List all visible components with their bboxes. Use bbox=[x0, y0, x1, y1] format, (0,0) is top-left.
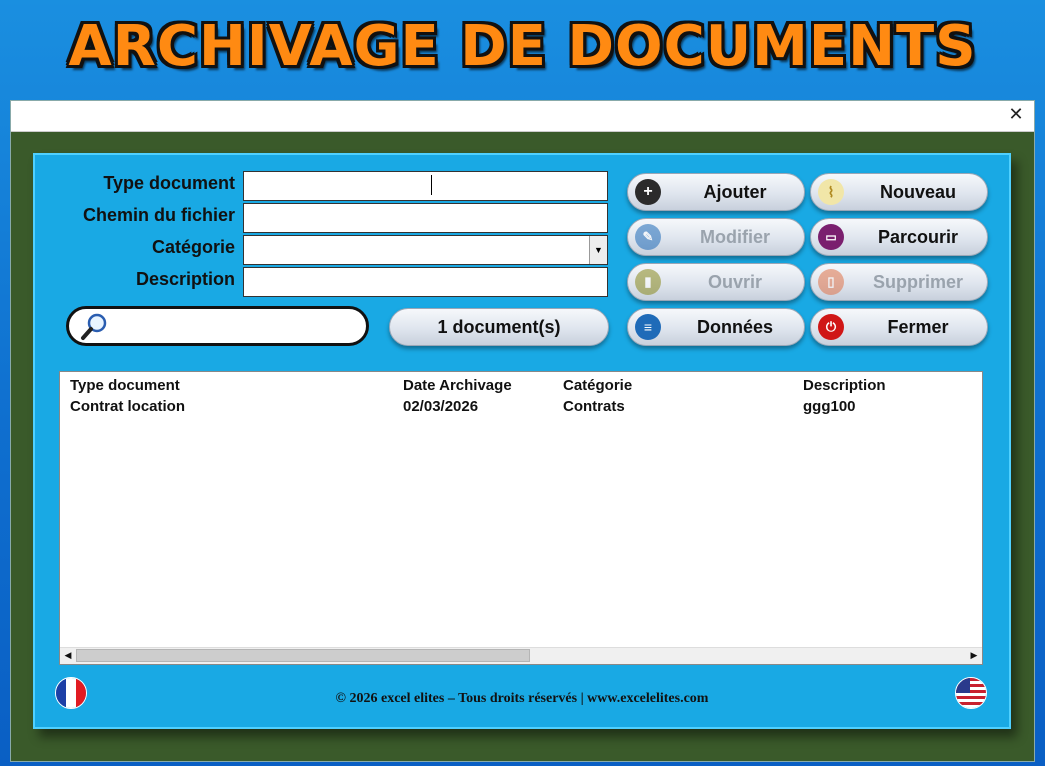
supprimer-button[interactable]: ▯ Supprimer bbox=[810, 263, 988, 301]
chemin-input[interactable] bbox=[243, 203, 608, 233]
column-header: Type document bbox=[70, 377, 180, 394]
table-cell[interactable]: ggg100 bbox=[803, 398, 856, 415]
us-flag-icon[interactable] bbox=[955, 677, 987, 709]
table-cell[interactable]: Contrat location bbox=[70, 398, 185, 415]
power-icon: ⏻ bbox=[818, 314, 844, 340]
column-header: Catégorie bbox=[563, 377, 633, 394]
scroll-right-icon[interactable]: ▶ bbox=[970, 650, 978, 660]
search-input[interactable] bbox=[66, 306, 369, 346]
categorie-label: Catégorie bbox=[151, 237, 235, 257]
description-input[interactable] bbox=[243, 267, 608, 297]
fermer-button[interactable]: ⏻ Fermer bbox=[810, 308, 988, 346]
modifier-button[interactable]: ✎ Modifier bbox=[627, 218, 805, 256]
ouvrir-button[interactable]: ▮ Ouvrir bbox=[627, 263, 805, 301]
column-header: Date Archivage bbox=[403, 377, 512, 394]
banner-title: ARCHIVAGE DE DOCUMENTS bbox=[68, 14, 977, 79]
nouveau-button[interactable]: ⌇ Nouveau bbox=[810, 173, 988, 211]
chemin-label: Chemin du fichier bbox=[82, 205, 235, 225]
document-count-badge bbox=[389, 308, 609, 346]
folder-icon: ▭ bbox=[818, 224, 844, 250]
scrollbar-thumb[interactable] bbox=[76, 649, 530, 662]
add-icon: + bbox=[635, 179, 661, 205]
broom-icon: ⌇ bbox=[818, 179, 844, 205]
search-icon bbox=[79, 311, 109, 341]
trash-icon: ▯ bbox=[818, 269, 844, 295]
main-panel bbox=[33, 153, 1011, 729]
edit-icon: ✎ bbox=[635, 224, 661, 250]
dropdown-arrow-icon[interactable]: ▼ bbox=[589, 236, 607, 264]
window-titlebar bbox=[11, 101, 1034, 132]
ajouter-button[interactable]: + Ajouter bbox=[627, 173, 805, 211]
close-icon[interactable]: ✕ bbox=[1008, 104, 1024, 125]
type-document-input[interactable] bbox=[243, 171, 608, 201]
type-document-label: Type document bbox=[103, 173, 235, 193]
table-cell[interactable]: 02/03/2026 bbox=[403, 398, 479, 415]
database-icon: ≡ bbox=[635, 314, 661, 340]
column-header: Description bbox=[803, 377, 886, 394]
form-window bbox=[10, 100, 1035, 762]
document-count-label: 1 document(s) bbox=[437, 317, 561, 337]
documents-list[interactable] bbox=[59, 371, 983, 665]
book-icon: ▮ bbox=[635, 269, 661, 295]
text-caret bbox=[431, 175, 432, 195]
parcourir-button[interactable]: ▭ Parcourir bbox=[810, 218, 988, 256]
description-label: Description bbox=[135, 269, 235, 289]
categorie-select[interactable] bbox=[243, 235, 608, 265]
table-cell[interactable]: Contrats bbox=[563, 398, 625, 415]
donnees-button[interactable]: ≡ Données bbox=[627, 308, 805, 346]
horizontal-scrollbar[interactable] bbox=[60, 647, 982, 664]
scroll-left-icon[interactable]: ◀ bbox=[64, 650, 72, 660]
copyright-footer: © 2026 excel elites – Tous droits réservés | www.excelelites.com bbox=[335, 691, 709, 706]
